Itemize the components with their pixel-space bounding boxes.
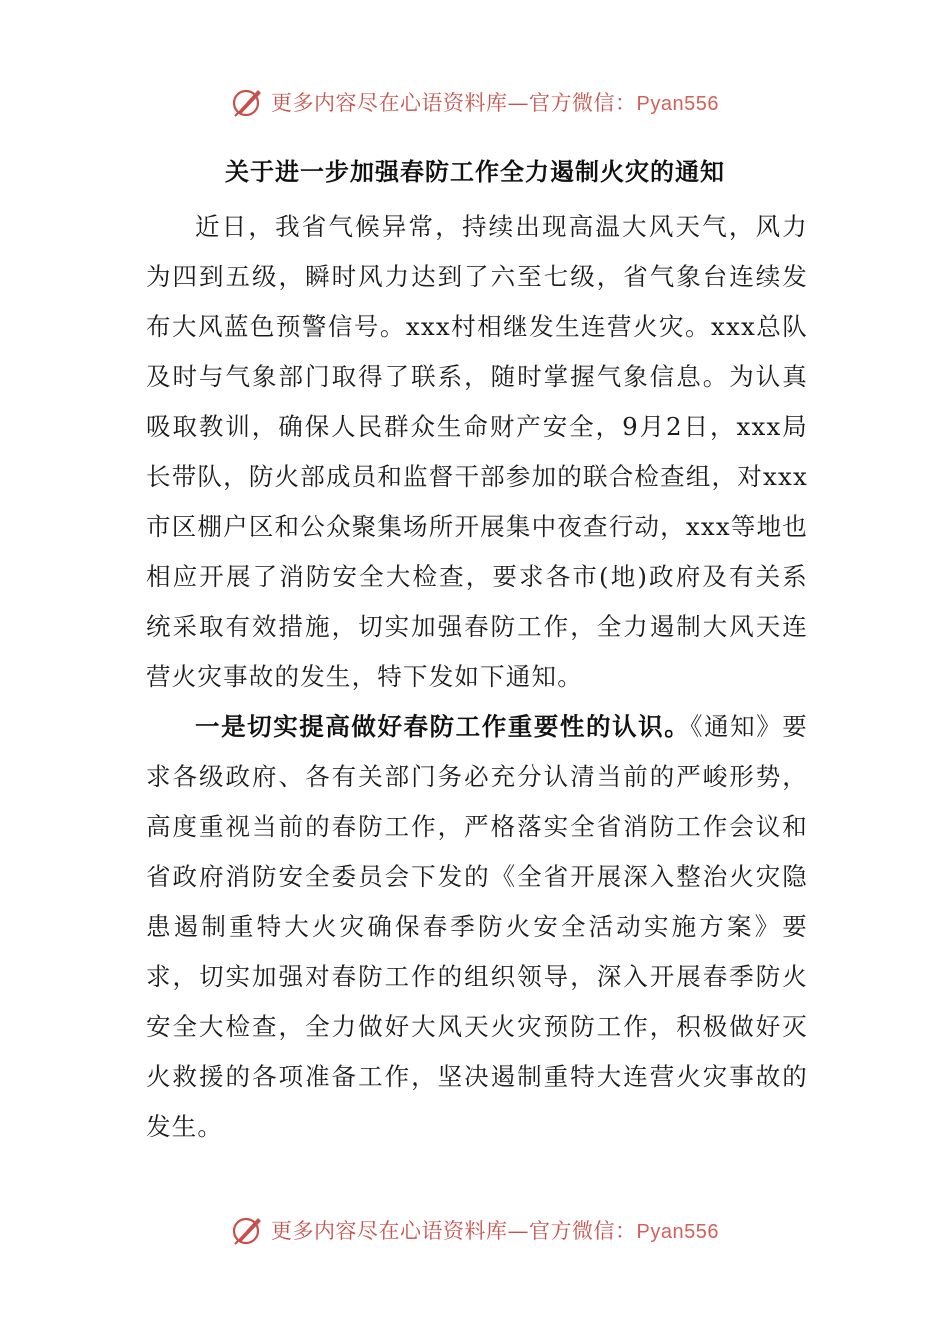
banner-slogan: 更多内容尽在心语资料库—官方微信： — [271, 1219, 637, 1243]
quill-pen-icon — [231, 1213, 265, 1247]
point-one-heading: 一是切实提高做好春防工作重要性的认识。 — [195, 712, 691, 741]
paragraph-intro: 近日，我省气候异常，持续出现高温大风天气，风力为四到五级，瞬时风力达到了六至七级，省气象台连续发布大风蓝色预警信号。xxx村相继发生连营火灾。xxx总队及时与气象部门取得了联系，随时掌握气象信息。为认真吸取教训，确保人民群众生命财产安全，9月2日，xxx局长带队，防火部成员和监督干部参加的联合检查组，对xxx市区棚户区和公众聚集场所开展集中夜查行动，xxx等地也相应开展了消防安全大检查，要求各市(地)政府及有关系统采取有效措施，切实加强春防工作，全力遏制大风天连营火灾事故的发生，特下发如下通知。 — [146, 212, 808, 691]
point-one-body: 《通知》要求各级政府、各有关部门务必充分认清当前的严峻形势，高度重视当前的春防工作，严格落实全省消防工作会议和省政府消防安全委员会下发的《全省开展深入整治火灾隐患遏制重特大火灾确保春季防火安全活动实施方案》要求，切实加强对春防工作的组织领导，深入开展春季防火安全大检查，全力做好大风天火灾预防工作，积极做好灭火救援的各项准备工作，坚决遏制重特大连营火灾事故的发生。 — [146, 712, 808, 1141]
quill-pen-icon — [231, 85, 265, 119]
paragraph-point-one — [146, 702, 808, 1152]
wechat-id: Pyan556 — [636, 93, 719, 115]
wechat-id: Pyan556 — [636, 1221, 719, 1243]
header-banner — [0, 82, 950, 122]
document-body — [146, 202, 808, 1152]
banner-text — [271, 87, 719, 117]
banner-slogan: 更多内容尽在心语资料库—官方微信： — [271, 91, 637, 115]
footer-banner — [0, 1210, 950, 1250]
document-title: 关于进一步加强春防工作全力遏制火灾的通知 — [225, 157, 725, 186]
banner-text — [271, 1215, 719, 1245]
